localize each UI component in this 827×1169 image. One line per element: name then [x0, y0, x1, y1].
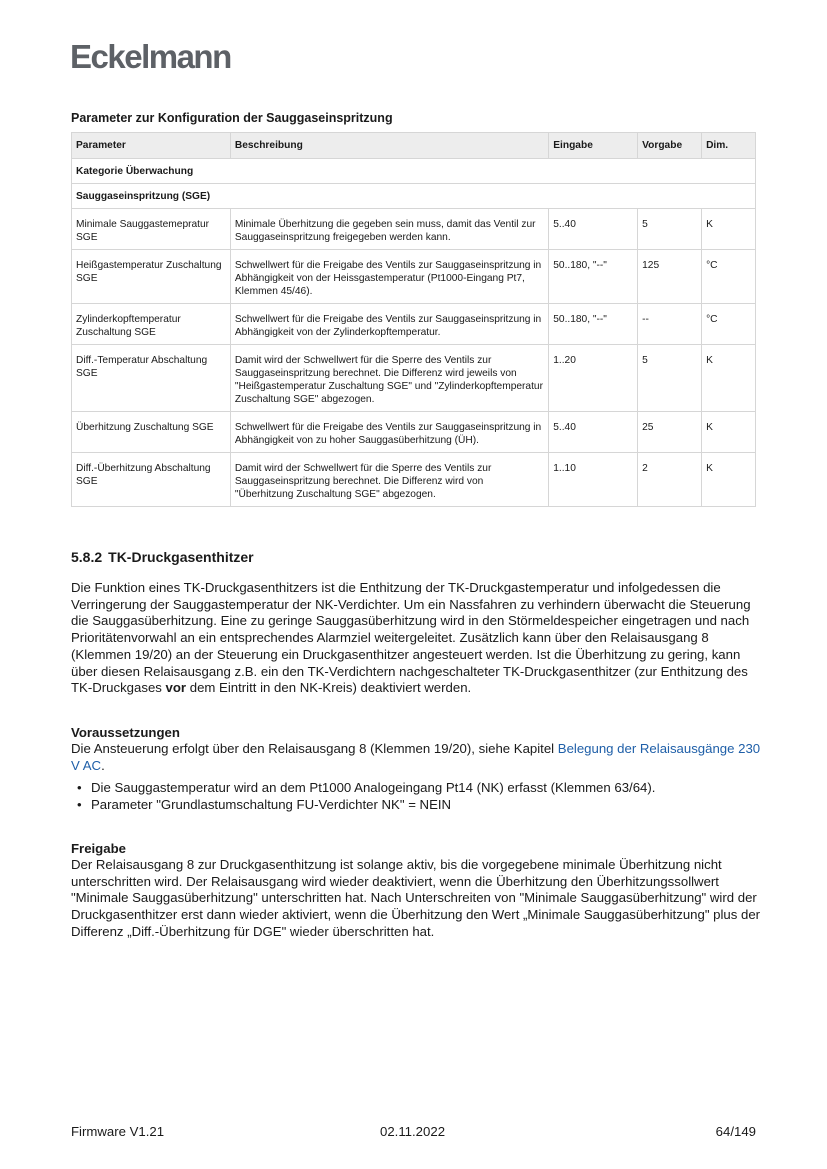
table-row — [72, 453, 756, 507]
dim-cell: K — [702, 345, 756, 412]
column-header: Parameter — [72, 133, 231, 159]
input-cell: 5..40 — [549, 412, 638, 453]
param-cell: Heißgastemperatur Zuschaltung SGE — [72, 250, 231, 304]
prereq-text: Die Ansteuerung erfolgt über den Relaisausgang 8 (Klemmen 19/20), siehe Kapitel — [71, 741, 558, 756]
default-cell: 25 — [638, 412, 702, 453]
desc-cell: Damit wird der Schwellwert für die Sperre des Ventils zur Sauggaseinspritzung berechnet. Die Differenz wird von "Überhitzung Zuschaltung SGE" abgezogen. — [230, 453, 548, 507]
table-header-row — [72, 133, 756, 159]
company-logo: Eckelmann — [70, 38, 231, 75]
intro-text: Die Funktion eines TK-Druckgasenthitzers ist die Enthitzung der TK-Druckgastemperatur und infolgedessen die Verringerung der Sauggastemperatur der NK-Verdichter. Um ein Nassfahren zu verhindern überwacht die Steuerung die Sauggasüberhitzung. Eine zu geringe Sauggasüberhitzung wird in den Störmeldespeicher eingetragen und nach Prioritätenvorwahl an ein entsprechendes Alarmziel weitergeleitet. Zusätzlich kann über den Relaisausgang 8 (Klemmen 19/20) an der Steuerung ein Druckgasenthitzer angesteuert werden. Ist die Überhitzung zu gering, kann über diesen Relaisausgang z.B. ein den TK-Verdichtern nachgeschalteter TK-Druckgasenthitzer (zur Enthitzung des TK-Druckgases — [71, 580, 751, 696]
section-title: TK-Druckgasenthitzer — [108, 549, 254, 565]
default-cell: 5 — [638, 209, 702, 250]
category-row — [72, 159, 756, 184]
table-row — [72, 412, 756, 453]
footer-firmware: Firmware V1.21 — [71, 1124, 165, 1139]
input-cell: 50..180, "--" — [549, 304, 638, 345]
column-header: Beschreibung — [230, 133, 548, 159]
param-cell: Diff.-Temperatur Abschaltung SGE — [72, 345, 231, 412]
default-cell: 2 — [638, 453, 702, 507]
category-label: Kategorie Überwachung — [72, 159, 756, 184]
table-row — [72, 209, 756, 250]
prerequisites-heading: Voraussetzungen — [71, 725, 180, 740]
release-paragraph: Der Relaisausgang 8 zur Druckgasenthitzung ist solange aktiv, bis die vorgegebene minimale Überhitzung nicht unterschritten wird. Der Relaisausgang wird wieder deaktiviert, wenn die Überhitzung den Überhitzungssollwert "Minimale Sauggasüberhitzung" unterschritten hat. Nach Unterschreiten von "Minimale Sauggasüberhitzung" wird der Druckgasenthitzer erst dann wieder aktiviert, wenn die Überhitzung den Wert „Minimale Sauggasüberhitzung" plus der Differenz „Diff.-Überhitzung für DGE" wieder überschritten hat. — [71, 857, 761, 939]
intro-bold-text: vor — [165, 680, 187, 696]
relay-outputs-link[interactable]: Belegung der Relaisausgänge 230 V AC — [71, 741, 761, 773]
intro-paragraph — [71, 580, 761, 697]
column-header: Dim. — [702, 133, 756, 159]
default-cell: 125 — [638, 250, 702, 304]
input-cell: 1..20 — [549, 345, 638, 412]
desc-cell: Minimale Überhitzung die gegeben sein muss, damit das Ventil zur Sauggaseinspritzung freigegeben werden kann. — [230, 209, 548, 250]
release-heading: Freigabe — [71, 841, 126, 856]
footer-date: 02.11.2022 — [380, 1124, 446, 1139]
footer-page-number: 64/149 — [715, 1124, 756, 1139]
param-cell: Minimale Sauggastemepratur SGE — [72, 209, 231, 250]
subcategory-row — [72, 184, 756, 209]
param-cell: Zylinderkopftemperatur Zuschaltung SGE — [72, 304, 231, 345]
default-cell: -- — [638, 304, 702, 345]
dim-cell: °C — [702, 304, 756, 345]
dim-cell: K — [702, 412, 756, 453]
desc-cell: Schwellwert für die Freigabe des Ventils zur Sauggaseinspritzung in Abhängigkeit von zu hoher Sauggasüberhitzung (ÜH). — [230, 412, 548, 453]
desc-cell: Damit wird der Schwellwert für die Sperre des Ventils zur Sauggaseinspritzung berechnet. Die Differenz wird jeweils von "Heißgastemperatur Zuschaltung SGE" und "Zylinderkopftemperatur Zuschaltung SGE" abgezogen. — [230, 345, 548, 412]
section-number: 5.8.2 — [71, 549, 103, 565]
param-cell: Überhitzung Zuschaltung SGE — [72, 412, 231, 453]
prereq-text-end: . — [101, 757, 105, 773]
table-title: Parameter zur Konfiguration der Sauggaseinspritzung — [71, 111, 393, 125]
intro-text-end: dem Eintritt in den NK-Kreis) deaktiviert werden. — [186, 680, 472, 696]
input-cell: 5..40 — [549, 209, 638, 250]
prerequisites-list — [71, 780, 655, 813]
subcategory-label: Sauggaseinspritzung (SGE) — [72, 184, 756, 209]
column-header: Eingabe — [549, 133, 638, 159]
table-row — [72, 250, 756, 304]
dim-cell: K — [702, 209, 756, 250]
table-row — [72, 345, 756, 412]
prerequisites-paragraph — [71, 741, 761, 774]
input-cell: 50..180, "--" — [549, 250, 638, 304]
list-item: • Parameter "Grundlastumschaltung FU-Verdichter NK" = NEIN — [71, 797, 655, 814]
param-cell: Diff.-Überhitzung Abschaltung SGE — [72, 453, 231, 507]
desc-cell: Schwellwert für die Freigabe des Ventils zur Sauggaseinspritzung in Abhängigkeit von der Zylinderkopftemperatur. — [230, 304, 548, 345]
input-cell: 1..10 — [549, 453, 638, 507]
desc-cell: Schwellwert für die Freigabe des Ventils zur Sauggaseinspritzung in Abhängigkeit von der Heissgastemperatur (Pt1000-Eingang Pt7, Klemmen 45/46). — [230, 250, 548, 304]
dim-cell: K — [702, 453, 756, 507]
table-row — [72, 304, 756, 345]
column-header: Vorgabe — [638, 133, 702, 159]
list-item: • Die Sauggastemperatur wird an dem Pt1000 Analogeingang Pt14 (NK) erfasst (Klemmen 63/64). — [71, 780, 655, 797]
section-heading — [71, 549, 254, 565]
parameter-table — [71, 132, 756, 507]
default-cell: 5 — [638, 345, 702, 412]
dim-cell: °C — [702, 250, 756, 304]
